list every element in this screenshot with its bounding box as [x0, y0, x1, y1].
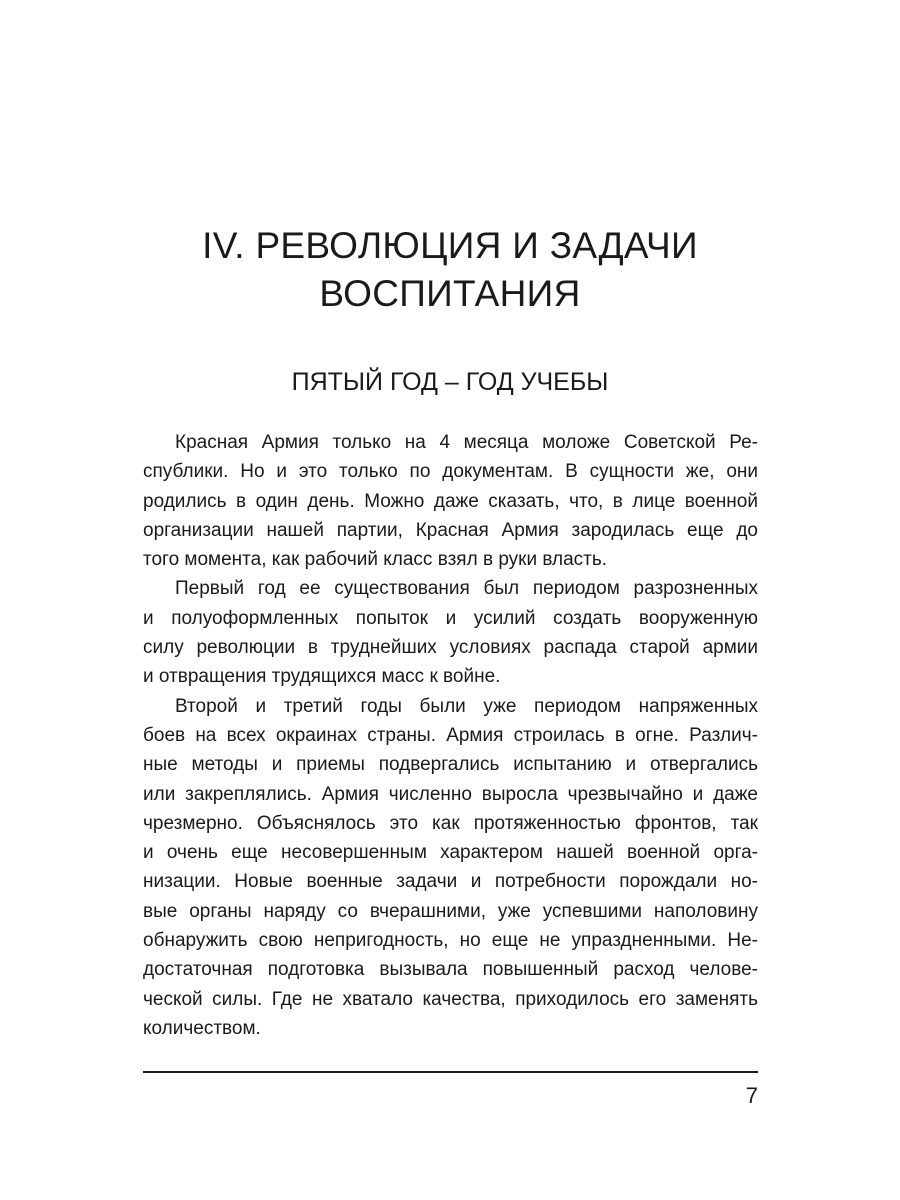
text-line: Первый год ее существования был периодом разрозненных [175, 578, 758, 600]
text-line: организации нашей партии, Красная Армия зародилась еще до [143, 519, 758, 541]
footer-divider [143, 1071, 758, 1073]
text-line: ные методы и приемы подвергались испытанию и отвергались [143, 754, 758, 776]
chapter-title [0, 222, 900, 318]
text-line: вые органы наряду со вчерашними, уже успевшими наполовину [143, 900, 758, 922]
text-line: низации. Новые военные задачи и потребности порождали но- [143, 871, 758, 893]
text-line: и отвращения трудящихся масс к войне. [143, 666, 501, 688]
text-line: обнаружить свою непригодность, но еще не упраздненными. Не- [143, 930, 758, 952]
body-text [143, 428, 758, 1043]
text-line: силу революции в труднейших условиях распада старой армии [143, 637, 758, 659]
text-line: и полуоформленных попыток и усилий создать вооруженную [143, 607, 758, 629]
text-line: Красная Армия только на 4 месяца моложе Советской Ре- [175, 432, 758, 453]
chapter-title-line-1: IV. РЕВОЛЮЦИЯ И ЗАДАЧИ [202, 225, 698, 266]
text-line: Второй и третий годы были уже периодом напряженных [175, 695, 758, 717]
text-line: родились в один день. Можно даже сказать, что, в лице военной [143, 490, 758, 512]
text-line: или закреплялись. Армия численно выросла чрезвычайно и даже [143, 783, 758, 805]
section-title: ПЯТЫЙ ГОД – ГОД УЧЕБЫ [291, 368, 609, 396]
page-number: 7 [745, 1083, 758, 1108]
text-line: количеством. [143, 1017, 261, 1039]
text-line: того момента, как рабочий класс взял в руки власть. [143, 549, 608, 571]
text-line: боев на всех окраинах страны. Армия строилась в огне. Различ- [143, 724, 758, 746]
chapter-title-line-2: ВОСПИТАНИЯ [319, 273, 581, 314]
text-line: чрезмерно. Объяснялось это как протяженностью фронтов, так [143, 812, 758, 834]
text-line: ческой силы. Где не хватало качества, приходилось его заменять [143, 988, 758, 1010]
text-line: достаточная подготовка вызывала повышенный расход челове- [143, 959, 758, 981]
text-line: и очень еще несовершенным характером нашей военной орга- [143, 842, 758, 864]
text-line: спублики. Но и это только по документам. В сущности же, они [143, 461, 758, 483]
